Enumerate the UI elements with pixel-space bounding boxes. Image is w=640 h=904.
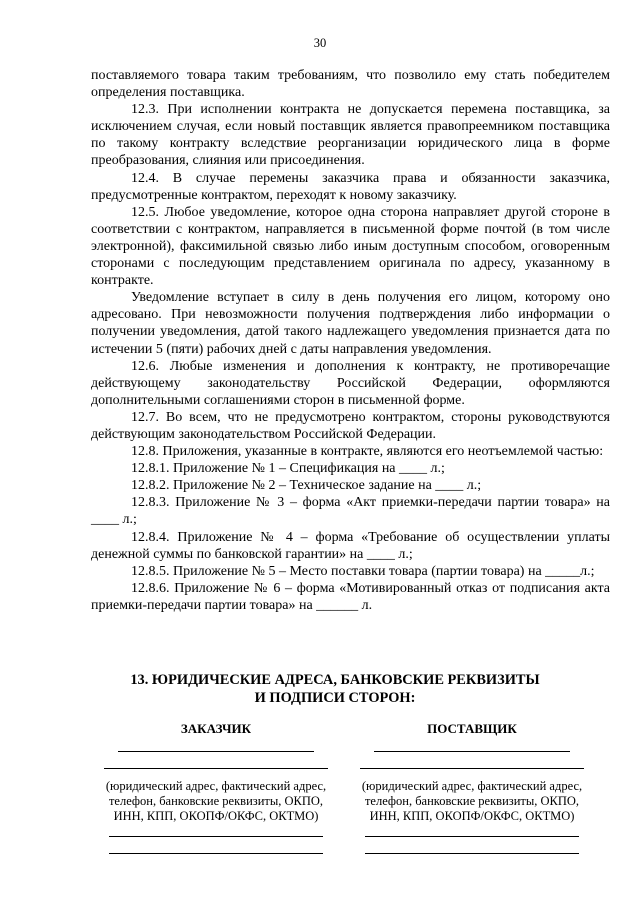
section-title — [0, 671, 640, 707]
supplier-details-hint — [357, 779, 587, 824]
signature-line — [374, 751, 570, 752]
appendix-item-6: 12.8.6. Приложение № 6 – форма «Мотивированный отказ от подписания акта приемки-передачи партии товара» на ______ л. — [91, 580, 610, 613]
signature-line — [365, 853, 579, 854]
appendix-item-1: 12.8.1. Приложение № 1 – Спецификация на ____ л.; — [131, 461, 445, 477]
paragraph: поставляемого товара таким требованиям, что позволило ему стать победителем определения поставщика. — [91, 68, 610, 101]
hint-line: телефон, банковские реквизиты, ОКПО, — [364, 794, 580, 808]
signature-line — [104, 768, 328, 769]
customer-title: ЗАКАЗЧИК — [180, 721, 252, 736]
supplier-column — [357, 721, 587, 854]
paragraph-12-5: 12.5. Любое уведомление, которое одна сторона направляет другой стороне в соответствии с контрактом, направляется в письменной форме почтой (в том числе электронной), факсимильной связью либо иным доступным способом, оговоренным сторонами с последующим представлением оригинала по адресу, указанному в контракте. — [91, 204, 610, 289]
hint-line: (юридический адрес, фактический адрес, — [105, 779, 327, 793]
signature-line — [360, 768, 584, 769]
paragraph-12-7: 12.7. Во всем, что не предусмотрено контрактом, стороны руководствуются действующим законодательством Российской Федерации. — [91, 409, 610, 442]
hint-line: ИНН, КПП, ОКОПФ/ОКФС, ОКТМО) — [113, 809, 319, 823]
paragraph-12-6: 12.6. Любые изменения и дополнения к контракту, не противоречащие действующему законодательству Российской Федерации, оформляются дополнительными соглашениями сторон в письменной форме. — [91, 358, 610, 408]
paragraph-notice-effect: Уведомление вступает в силу в день получения его лицом, которому оно адресовано. При невозможности получения подтверждения либо информации о получении уведомления, датой такого надлежащего уведомления признается дата по истечении 5 (пяти) рабочих дней с даты направления уведомления. — [91, 290, 610, 357]
hint-line: (юридический адрес, фактический адрес, — [361, 779, 583, 793]
customer-details-hint — [101, 779, 331, 824]
paragraph-12-3: 12.3. При исполнении контракта не допускается перемена поставщика, за исключением случая, если новый поставщик является правопреемником поставщика по такому контракту вследствие реорганизации юридического лица в форме преобразования, слияния или присоединения. — [91, 102, 610, 169]
supplier-title: ПОСТАВЩИК — [427, 721, 517, 736]
contract-body — [91, 67, 610, 614]
section-title-line: И ПОДПИСИ СТОРОН: — [254, 690, 416, 706]
signature-line — [109, 836, 323, 837]
appendix-item-3: 12.8.3. Приложение № 3 – форма «Акт приемки-передачи партии товара» на ____ л.; — [91, 495, 610, 528]
hint-line: телефон, банковские реквизиты, ОКПО, — [108, 794, 324, 808]
signature-line — [118, 751, 314, 752]
signature-line — [365, 836, 579, 837]
hint-line: ИНН, КПП, ОКОПФ/ОКФС, ОКТМО) — [369, 809, 575, 823]
appendix-item-5: 12.8.5. Приложение № 5 – Место поставки товара (партии товара) на _____л.; — [131, 563, 595, 579]
appendix-item-2: 12.8.2. Приложение № 2 – Техническое задание на ____ л.; — [131, 478, 482, 494]
appendix-item-4: 12.8.4. Приложение № 4 – форма «Требование об осуществлении уплаты денежной суммы по банковской гарантии» на ____ л.; — [91, 529, 610, 562]
paragraph-12-8: 12.8. Приложения, указанные в контракте, являются его неотъемлемой частью: — [131, 444, 604, 460]
customer-column — [101, 721, 331, 854]
section-title-line: 13. ЮРИДИЧЕСКИЕ АДРЕСА, БАНКОВСКИЕ РЕКВИЗИТЫ — [130, 672, 540, 688]
page-number: 30 — [313, 36, 327, 50]
signature-line — [109, 853, 323, 854]
paragraph-12-4: 12.4. В случае перемены заказчика права и обязанности заказчика, предусмотренные контрактом, переходят к новому заказчику. — [91, 170, 610, 203]
